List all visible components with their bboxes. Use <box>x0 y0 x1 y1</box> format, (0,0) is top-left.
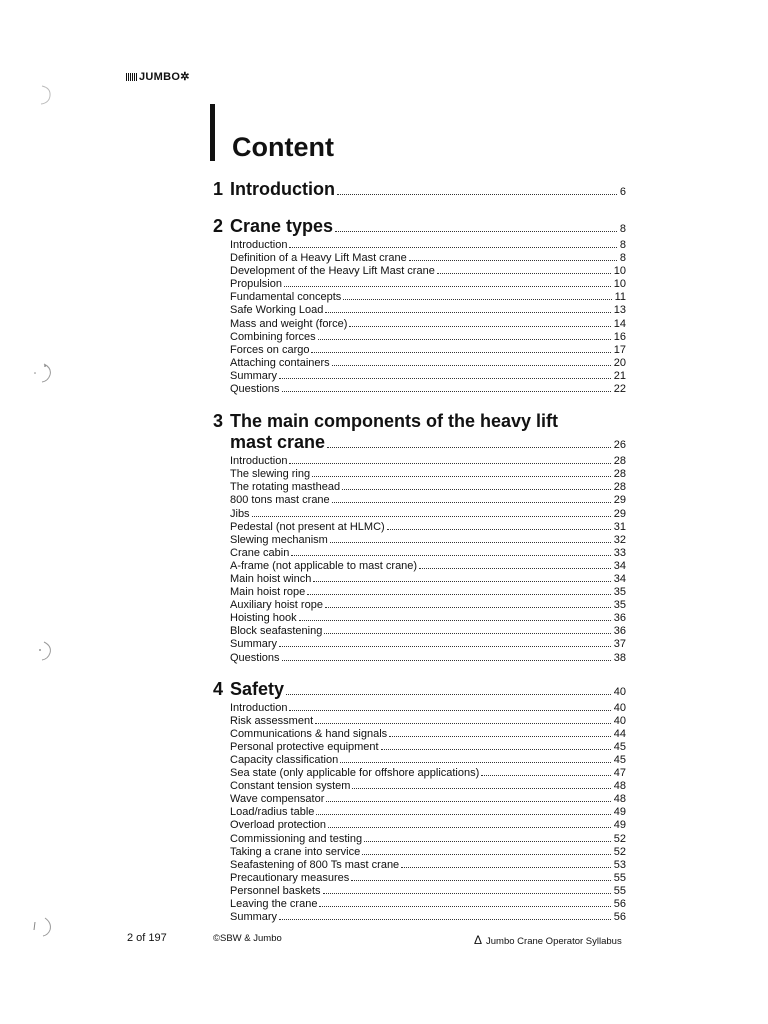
toc-entry[interactable] <box>230 265 626 278</box>
toc-entry-page: 8 <box>619 239 626 251</box>
toc-entry[interactable] <box>230 754 626 767</box>
toc-entry-page: 56 <box>613 898 626 911</box>
title-vertical-bar <box>210 104 215 161</box>
dot-leader <box>327 447 611 448</box>
footer-syllabus-title: Jumbo Crane Operator Syllabus <box>486 936 622 947</box>
toc-entry[interactable] <box>230 252 626 265</box>
toc-entry-label: Load/radius table <box>230 806 315 819</box>
chapter-page: 8 <box>619 223 626 235</box>
toc-entry-label: Block seafastening <box>230 625 323 638</box>
punch-hole-mark-icon <box>32 84 54 106</box>
toc-entry[interactable] <box>230 534 626 547</box>
toc-entry-page: 49 <box>613 806 626 819</box>
logo-star-icon: ✲ <box>180 71 190 83</box>
punch-hole-mark-icon <box>32 362 54 384</box>
dot-leader <box>324 633 610 634</box>
toc-entry-label: Propulsion <box>230 278 282 291</box>
toc-entry[interactable] <box>230 494 626 507</box>
chapter-2 <box>213 216 626 396</box>
chapter-heading-line1[interactable] <box>213 410 626 432</box>
toc-entry-page: 47 <box>613 767 626 780</box>
dot-leader <box>316 814 610 815</box>
toc-entry-page: 48 <box>613 793 626 806</box>
toc-entry[interactable] <box>230 481 626 494</box>
dot-leader <box>284 286 611 287</box>
toc-entry-label: Summary <box>230 911 278 924</box>
dot-leader <box>289 463 610 464</box>
toc-entry-label: Hoisting hook <box>230 612 297 625</box>
toc-entry[interactable] <box>230 911 626 924</box>
toc-entry-page: 34 <box>613 559 626 572</box>
dot-leader <box>335 231 617 232</box>
chapter-page: 6 <box>619 186 626 198</box>
toc-entry-page: 55 <box>613 871 626 884</box>
footer-copyright: ©SBW & Jumbo <box>213 933 282 944</box>
table-of-contents <box>213 179 626 924</box>
chapter-heading[interactable] <box>213 679 626 702</box>
toc-entry-label: Main hoist winch <box>230 572 312 585</box>
dot-leader <box>318 339 611 340</box>
toc-entry-page: 22 <box>613 383 626 396</box>
chapter-4 <box>213 679 626 925</box>
logo-text: JUMBO <box>139 71 181 83</box>
toc-entry[interactable] <box>230 741 626 754</box>
footer-page-number: 2 of 197 <box>127 932 167 944</box>
toc-entry-label: Introduction <box>230 455 288 468</box>
toc-entry-page: 45 <box>613 754 626 766</box>
toc-entry-label: Summary <box>230 369 278 382</box>
dot-leader <box>289 710 610 711</box>
dot-leader <box>337 194 617 195</box>
toc-entry-label: Introduction <box>230 701 288 714</box>
toc-entry[interactable] <box>230 715 626 728</box>
toc-entry-page: 28 <box>613 481 626 494</box>
toc-entry[interactable] <box>230 819 626 832</box>
toc-entry-label: Constant tension system <box>230 780 351 793</box>
toc-entry-page: 10 <box>613 278 626 291</box>
dot-leader <box>282 391 611 392</box>
dot-leader <box>481 775 610 776</box>
toc-entry-label: Pedestal (not present at HLMC) <box>230 520 385 533</box>
toc-entry-page: 35 <box>613 586 626 599</box>
toc-entry[interactable] <box>230 547 626 560</box>
toc-entry-label: Overload protection <box>230 819 326 832</box>
toc-entry-label: The rotating masthead <box>230 481 341 494</box>
toc-entry[interactable] <box>230 652 626 665</box>
chapter-1 <box>213 179 626 202</box>
toc-entry-label: Introduction <box>230 239 288 251</box>
dot-leader <box>252 516 611 517</box>
toc-entry[interactable] <box>230 806 626 819</box>
dot-leader <box>351 880 611 881</box>
toc-entry[interactable] <box>230 291 626 304</box>
toc-entry-label: Capacity classification <box>230 754 339 766</box>
toc-entry-label: Jibs <box>230 507 250 520</box>
toc-entry[interactable] <box>230 331 626 344</box>
toc-entry-label: Development of the Heavy Lift Mast crane <box>230 265 435 278</box>
toc-entry-label: A-frame (not applicable to mast crane) <box>230 559 418 572</box>
toc-entry-page: 38 <box>613 651 626 664</box>
toc-entry-label: 800 tons mast crane <box>230 494 330 507</box>
dot-leader <box>389 736 611 737</box>
toc-entry-page: 29 <box>613 507 626 520</box>
toc-entry-page: 33 <box>613 546 626 559</box>
toc-entry-page: 17 <box>613 343 626 356</box>
delta-icon: Δ <box>474 933 483 947</box>
toc-entry-page: 49 <box>613 819 626 832</box>
toc-entry-label: Personnel baskets <box>230 884 321 897</box>
dot-leader <box>282 660 611 661</box>
toc-entry-page: 11 <box>614 291 626 304</box>
toc-entry-label: Questions <box>230 651 280 664</box>
toc-entry-label: The slewing ring <box>230 468 311 481</box>
toc-entry-label: Seafastening of 800 Ts mast crane <box>230 858 400 871</box>
footer-syllabus <box>474 933 622 947</box>
toc-entry[interactable] <box>230 239 626 252</box>
chapter-heading[interactable] <box>213 179 626 202</box>
toc-entry-label: Mass and weight (force) <box>230 317 348 330</box>
toc-entry-label: Definition of a Heavy Lift Mast crane <box>230 252 407 265</box>
toc-entry-page: 28 <box>613 455 626 468</box>
toc-entry[interactable] <box>230 767 626 780</box>
chapter-entries <box>213 239 626 396</box>
dot-leader <box>291 555 610 556</box>
dot-leader <box>332 365 611 366</box>
toc-entry-page: 31 <box>613 520 626 533</box>
dot-leader <box>419 568 611 569</box>
chapter-3 <box>213 410 626 665</box>
toc-entry-page: 14 <box>613 317 626 330</box>
toc-entry-page: 36 <box>613 612 626 625</box>
dot-leader <box>381 749 611 750</box>
toc-entry-page: 34 <box>613 572 626 585</box>
toc-entry-label: Summary <box>230 638 278 651</box>
chapter-number: 4 <box>213 678 224 699</box>
dot-leader <box>325 312 610 313</box>
toc-entry[interactable] <box>230 885 626 898</box>
toc-entry[interactable] <box>230 793 626 806</box>
dot-leader <box>315 723 611 724</box>
toc-entry-label: Taking a crane into service <box>230 845 361 858</box>
chapter-entries <box>213 455 626 665</box>
toc-entry[interactable] <box>230 780 626 793</box>
toc-entry-page: 29 <box>613 494 626 507</box>
toc-entry[interactable] <box>230 278 626 291</box>
dot-leader <box>313 581 610 582</box>
toc-entry-label: Slewing mechanism <box>230 533 328 546</box>
toc-entry-page: 36 <box>613 625 626 638</box>
chapter-heading[interactable] <box>213 216 626 239</box>
toc-entry-label: Attaching containers <box>230 356 330 369</box>
dot-leader <box>401 867 611 868</box>
dot-leader <box>328 827 611 828</box>
chapter-title-line1: The main components of the heavy lift <box>230 411 559 432</box>
toc-entry[interactable] <box>230 638 626 651</box>
toc-entry[interactable] <box>230 846 626 859</box>
toc-entry-label: Combining forces <box>230 330 316 343</box>
toc-entry-label: Leaving the crane <box>230 898 318 911</box>
toc-entry[interactable] <box>230 318 626 331</box>
dot-leader <box>342 489 611 490</box>
toc-entry-page: 13 <box>613 304 626 317</box>
toc-entry[interactable] <box>230 370 626 383</box>
toc-entry-page: 10 <box>613 265 626 278</box>
toc-entry[interactable] <box>230 898 626 911</box>
toc-entry-label: Auxiliary hoist rope <box>230 599 323 612</box>
page-title: Content <box>232 132 334 162</box>
toc-entry-label: Sea state (only applicable for offshore applications) <box>230 767 480 780</box>
dot-leader <box>279 919 611 920</box>
dot-leader <box>343 299 611 300</box>
toc-entry[interactable] <box>230 357 626 370</box>
punch-hole-mark-icon <box>32 916 54 938</box>
chapter-title: Crane types <box>230 216 334 236</box>
toc-entry-page: 21 <box>613 369 626 382</box>
toc-entry-page: 48 <box>613 780 626 793</box>
dot-leader <box>279 646 611 647</box>
toc-entry-label: Questions <box>230 383 280 396</box>
toc-entry-page: 28 <box>613 468 626 481</box>
toc-entry-page: 52 <box>613 832 626 845</box>
dot-leader <box>409 260 617 261</box>
chapter-entries <box>213 702 626 925</box>
dot-leader <box>387 529 611 530</box>
toc-entry[interactable] <box>230 304 626 317</box>
toc-entry[interactable] <box>230 383 626 396</box>
toc-entry-page: 56 <box>613 911 626 924</box>
dot-leader <box>323 893 611 894</box>
toc-entry-label: Communications & hand signals <box>230 727 388 740</box>
toc-entry-page: 35 <box>613 599 626 612</box>
toc-entry-label: Main hoist rope <box>230 586 306 599</box>
chapter-page: 26 <box>613 439 626 452</box>
toc-entry[interactable] <box>230 612 626 625</box>
toc-entry-page: 16 <box>613 330 626 343</box>
dot-leader <box>352 788 610 789</box>
toc-entry-page: 55 <box>613 884 626 897</box>
toc-entry-label: Wave compensator <box>230 793 325 806</box>
toc-entry-label: Personal protective equipment <box>230 740 379 753</box>
toc-entry[interactable] <box>230 702 626 715</box>
chapter-title: mast crane <box>230 432 326 453</box>
logo-stripes-icon <box>126 73 138 81</box>
toc-entry-page: 44 <box>613 727 626 740</box>
toc-entry[interactable] <box>230 625 626 638</box>
chapter-heading-line2[interactable] <box>213 432 626 455</box>
toc-entry-page: 37 <box>613 638 626 651</box>
toc-entry[interactable] <box>230 560 626 573</box>
toc-entry[interactable] <box>230 728 626 741</box>
dot-leader <box>312 476 611 477</box>
chapter-number: 2 <box>213 216 224 236</box>
dot-leader <box>319 906 610 907</box>
toc-entry[interactable] <box>230 573 626 586</box>
dot-leader <box>340 762 611 763</box>
chapter-page: 40 <box>613 685 626 698</box>
dot-leader <box>326 801 610 802</box>
toc-entry[interactable] <box>230 455 626 468</box>
toc-entry-page: 8 <box>619 252 626 265</box>
toc-entry[interactable] <box>230 872 626 885</box>
toc-entry-page: 53 <box>613 858 626 871</box>
toc-entry[interactable] <box>230 468 626 481</box>
dot-leader <box>349 326 610 327</box>
dot-leader <box>279 378 611 379</box>
toc-entry[interactable] <box>230 344 626 357</box>
toc-entry-page: 20 <box>613 356 626 369</box>
toc-entry[interactable] <box>230 833 626 846</box>
toc-entry-label: Safe Working Load <box>230 304 324 317</box>
toc-entry[interactable] <box>230 508 626 521</box>
toc-entry-label: Crane cabin <box>230 546 290 559</box>
toc-entry-label: Precautionary measures <box>230 871 350 884</box>
toc-entry-label: Risk assessment <box>230 714 314 727</box>
toc-entry-label: Fundamental concepts <box>230 291 342 304</box>
dot-leader <box>362 854 611 855</box>
dot-leader <box>307 594 611 595</box>
chapter-number: 3 <box>213 411 224 432</box>
toc-entry-page: 32 <box>613 533 626 546</box>
toc-entry-page: 52 <box>613 845 626 858</box>
dot-leader <box>325 607 611 608</box>
dot-leader <box>299 620 611 621</box>
punch-hole-mark-icon <box>32 640 54 662</box>
dot-leader <box>437 273 611 274</box>
chapter-title: Introduction <box>230 179 335 199</box>
jumbo-logo <box>126 70 190 83</box>
toc-entry[interactable] <box>230 521 626 534</box>
dot-leader <box>332 502 611 503</box>
toc-entry-page: 40 <box>613 714 626 727</box>
toc-entry-page: 40 <box>613 701 626 714</box>
dot-leader <box>330 542 611 543</box>
toc-entry[interactable] <box>230 599 626 612</box>
toc-entry-label: Commissioning and testing <box>230 832 363 845</box>
dot-leader <box>364 841 611 842</box>
chapter-number: 1 <box>213 179 224 199</box>
chapter-title: Safety <box>230 678 285 699</box>
toc-entry-label: Forces on cargo <box>230 343 310 356</box>
toc-entry[interactable] <box>230 586 626 599</box>
dot-leader <box>311 352 610 353</box>
toc-entry[interactable] <box>230 859 626 872</box>
dot-leader <box>286 694 611 695</box>
toc-entry-page: 45 <box>613 740 626 753</box>
dot-leader <box>289 247 616 248</box>
